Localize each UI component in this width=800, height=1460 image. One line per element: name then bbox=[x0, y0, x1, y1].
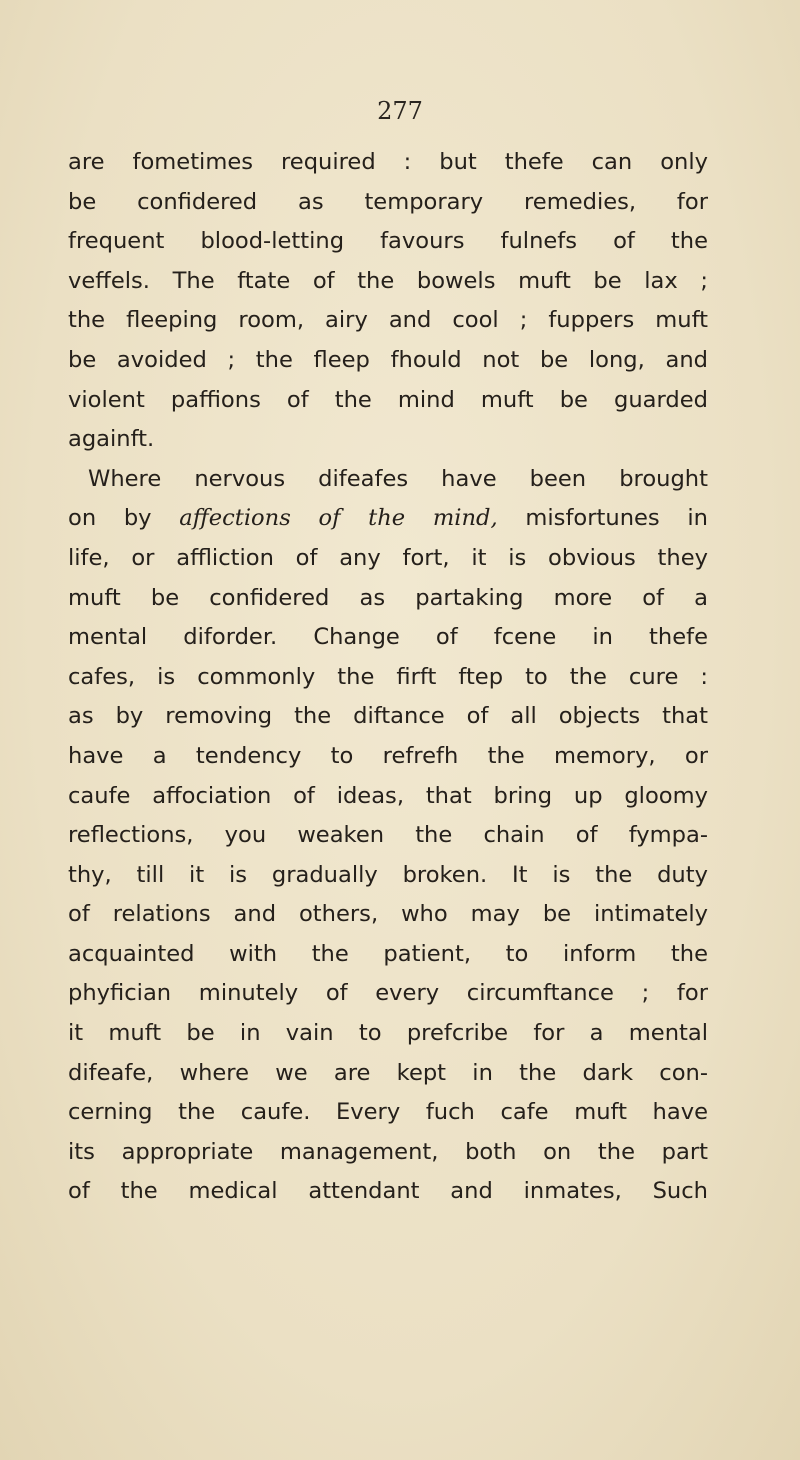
text-line: life, or affliction of any fort, it is obvious they bbox=[68, 544, 708, 571]
text-line: be confidered as temporary remedies, for bbox=[68, 188, 708, 215]
text-line: violent paffions of the mind muft be guarded bbox=[68, 386, 708, 413]
text-line: mental diforder. Change of fcene in thefe bbox=[68, 624, 708, 651]
text-line: of the medical attendant and inmates, Such bbox=[68, 1178, 708, 1205]
body-text bbox=[68, 143, 708, 1212]
italic-phrase: affections of the mind, bbox=[179, 505, 498, 532]
text-segment: misfortunes in bbox=[497, 505, 708, 532]
text-line: caufe affociation of ideas, that bring up gloomy bbox=[68, 782, 708, 809]
paragraph-start-line: Where nervous difeafes have been brought bbox=[88, 465, 708, 492]
text-line: it muft be in vain to prefcribe for a mental bbox=[68, 1020, 708, 1047]
text-line: be avoided ; the fleep fhould not be long, and bbox=[68, 346, 708, 373]
text-line: of relations and others, who may be intimately bbox=[68, 901, 708, 928]
text-line-with-italic bbox=[68, 499, 708, 539]
paragraph-end-line: againft. bbox=[68, 426, 155, 453]
text-line: cerning the caufe. Every fuch cafe muft have bbox=[68, 1099, 708, 1126]
text-line: its appropriate management, both on the part bbox=[68, 1138, 708, 1165]
page-number: 277 bbox=[377, 97, 423, 125]
text-line: difeafe, where we are kept in the dark con- bbox=[68, 1059, 708, 1086]
text-line: phyfician minutely of every circumftance ; for bbox=[68, 980, 708, 1007]
text-line: acquainted with the patient, to inform the bbox=[68, 940, 708, 967]
text-line: reflections, you weaken the chain of fympa- bbox=[68, 822, 708, 849]
text-line: the fleeping room, airy and cool ; fuppers muft bbox=[68, 307, 708, 334]
text-line: frequent blood-letting favours fulnefs of the bbox=[68, 228, 708, 255]
text-line: thy, till it is gradually broken. It is the duty bbox=[68, 861, 708, 888]
text-line: are fometimes required : but thefe can only bbox=[68, 149, 708, 175]
text-line: muft be confidered as partaking more of a bbox=[68, 584, 708, 611]
text-line: as by removing the diftance of all objects that bbox=[68, 703, 708, 730]
text-line: veffels. The ftate of the bowels muft be lax ; bbox=[68, 267, 708, 294]
text-segment: on by bbox=[68, 505, 180, 532]
text-line: cafes, is commonly the firft ftep to the cure : bbox=[68, 663, 708, 690]
text-line: have a tendency to refrefh the memory, or bbox=[68, 742, 708, 769]
